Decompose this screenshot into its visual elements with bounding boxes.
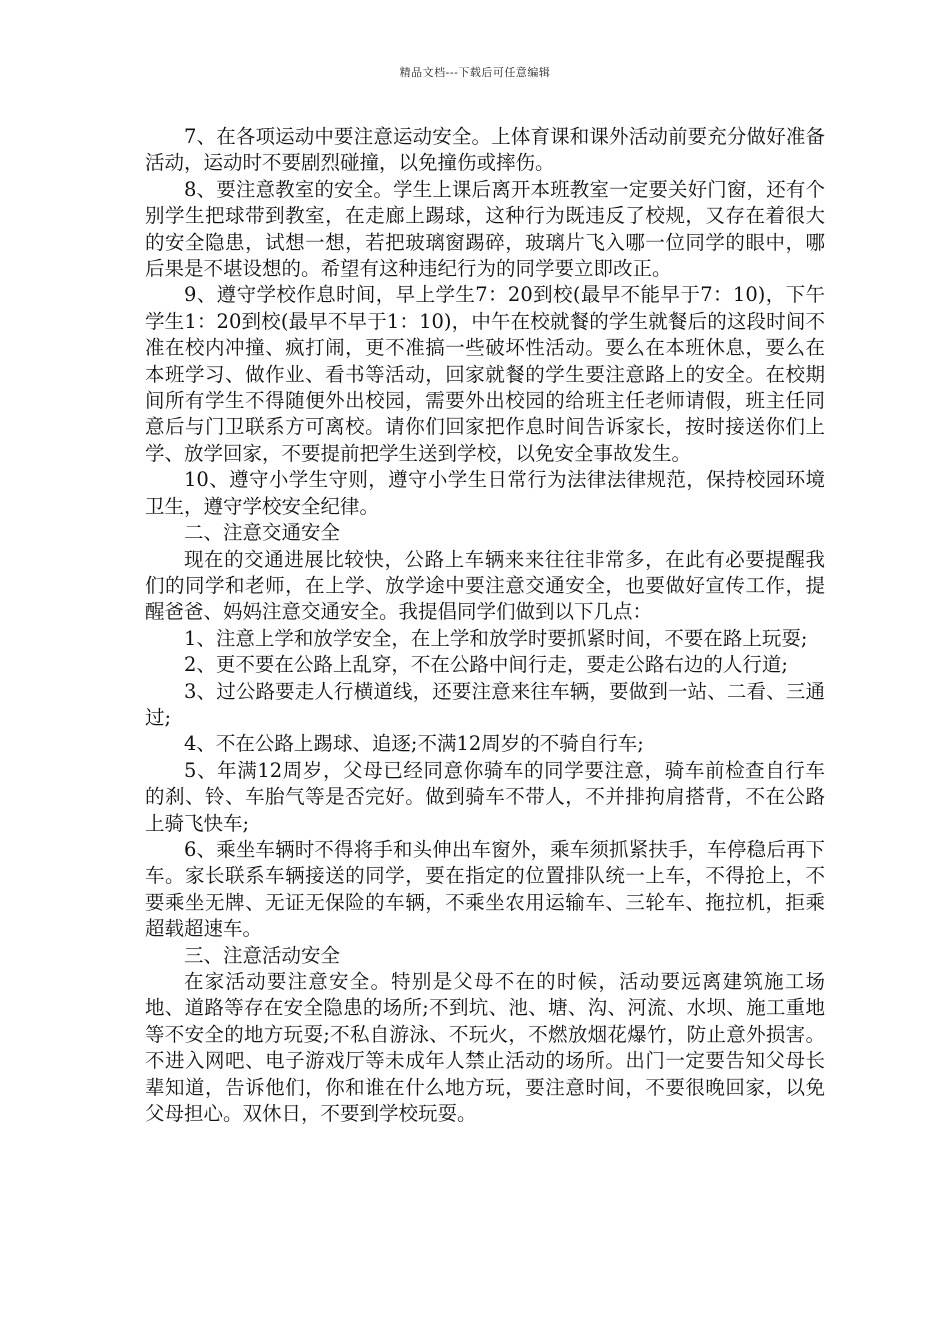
paragraph-rule-10: 10、遵守小学生守则，遵守小学生日常行为法律法律规范，保持校园环境卫生，遵守学校安全纪律。	[145, 468, 825, 518]
section-heading-activity: 三、注意活动安全	[184, 943, 341, 967]
paragraph-rule-7: 7、在各项运动中要注意运动安全。上体育课和课外活动前要充分做好准备活动，运动时不要剧烈碰撞，以免撞伤或摔伤。	[145, 125, 825, 175]
paragraph-traffic-5: 5、年满12周岁，父母已经同意你骑车的同学要注意，骑车前检查自行车的刹、铃、车胎气等是否完好。做到骑车不带人，不并排拘肩搭背，不在公路上骑飞快车;	[145, 758, 825, 835]
document-body	[145, 124, 825, 1127]
paragraph-traffic-4: 4、不在公路上踢球、追逐;不满12周岁的不骑自行车;	[184, 732, 644, 756]
paragraph-rule-9: 9、遵守学校作息时间，早上学生7：20到校(最早不能早于7：10)，下午学生1：20到校(最早不早于1：10)，中午在校就餐的学生就餐后的这段时间不准在校内冲撞、疯打闹，更不准搞一些破坏性活动。要么在本班休息，要么在本班学习、做作业、看书等活动，回家就餐的学生要注意路上的安全。在校期间所有学生不得随便外出校园，需要外出校园的给班主任老师请假，班主任同意后与门卫联系方可离校。请你们回家把作息时间告诉家长，按时接送你们上学、放学回家，不要提前把学生送到学校，以免安全事故发生。	[145, 283, 825, 465]
paragraph-traffic-intro: 现在的交通进展比较快，公路上车辆来来往往非常多，在此有必要提醒我们的同学和老师，在上学、放学途中要注意交通安全，也要做好宣传工作，提醒爸爸、妈妈注意交通安全。我提倡同学们做到以下几点：	[145, 547, 825, 624]
section-heading-traffic: 二、注意交通安全	[184, 521, 341, 545]
paragraph-traffic-2: 2、更不要在公路上乱穿，不在公路中间行走，要走公路右边的人行道;	[184, 653, 788, 677]
paragraph-traffic-6: 6、乘坐车辆时不得将手和头伸出车窗外，乘车须抓紧扶手，车停稳后再下车。家长联系车辆接送的同学，要在指定的位置排队统一上车，不得抢上，不要乘坐无牌、无证无保险的车辆，不乘坐农用运输车、三轮车、拖拉机，拒乘超载超速车。	[145, 837, 825, 941]
page-header: 精品文档---下载后可任意编辑	[399, 66, 551, 79]
paragraph-traffic-3: 3、过公路要走人行横道线，还要注意来往车辆，要做到一站、二看、三通过;	[145, 679, 825, 729]
paragraph-activity: 在家活动要注意安全。特别是父母不在的时候，活动要远离建筑施工场地、道路等存在安全隐患的场所;不到坑、池、塘、沟、河流、水坝、施工重地等不安全的地方玩耍;不私自游泳、不玩火，不燃放烟花爆竹，防止意外损害。不进入网吧、电子游戏厅等未成年人禁止活动的场所。出门一定要告知父母长辈知道，告诉他们，你和谁在什么地方玩，要注意时间，不要很晚回家，以免父母担心。双休日，不要到学校玩耍。	[145, 970, 825, 1126]
paragraph-traffic-1: 1、注意上学和放学安全，在上学和放学时要抓紧时间，不要在路上玩耍;	[184, 626, 808, 650]
paragraph-rule-8: 8、要注意教室的安全。学生上课后离开本班教室一定要关好门窗，还有个别学生把球带到教室，在走廊上踢球，这种行为既违反了校规，又存在着很大的安全隐患，试想一想，若把玻璃窗踢碎，玻璃片飞入哪一位同学的眼中，哪后果是不堪设想的。希望有这种违纪行为的同学要立即改正。	[145, 177, 825, 281]
